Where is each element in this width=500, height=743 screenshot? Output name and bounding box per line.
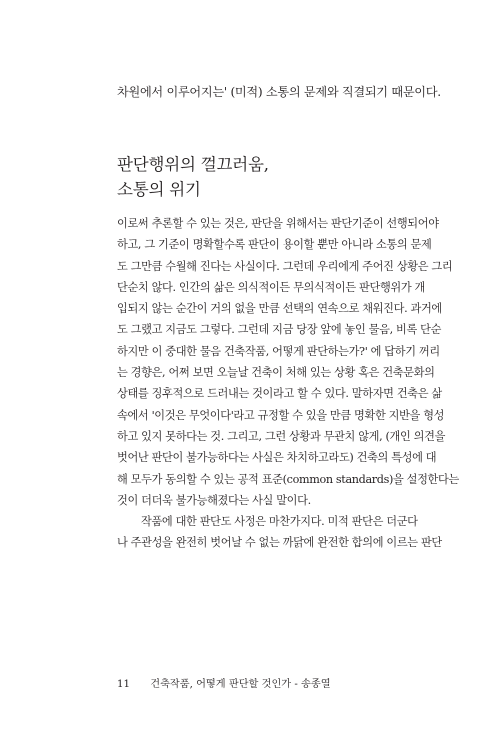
page-footer <box>117 678 397 692</box>
body-text <box>117 213 459 554</box>
text-line: 해 모두가 동의할 수 있는 공적 표준(common standards)을 설정한다는 <box>117 472 459 486</box>
text-line: 벗어난 판단이 불가능하다는 사실은 차치하고라도) 건축의 특성에 대 <box>117 451 437 465</box>
running-head: 건축작품, 어떻게 판단할 것인가 - 송종열 <box>150 679 331 690</box>
text-line: 단순치 않다. 인간의 삶은 의식적이든 무의식적이든 판단행위가 개 <box>117 280 425 294</box>
text-line: 나 주관성을 완전히 벗어날 수 없는 까닭에 완전한 합의에 이르는 판단 <box>117 536 442 550</box>
text-line: 도 그만큼 수월해 진다는 사실이다. 그런데 우리에게 주어진 상황은 그리 <box>117 259 453 273</box>
text-line: 도 그랬고 지금도 그렇다. 그런데 지금 당장 앞에 놓인 물음, 비록 단순 <box>117 323 442 337</box>
text-line: 속에서 '이것은 무엇이다'라고 규정할 수 있을 만큼 명확한 지반을 형성 <box>117 408 445 422</box>
text-line: 는 경향은, 어쩌 보면 오늘날 건축이 처해 있는 상황 혹은 건축문화의 <box>117 366 435 380</box>
text-line: 하고 있지 못하다는 것. 그리고, 그런 상황과 무관치 않게, (개인 의견을 <box>117 429 446 443</box>
text-line: 상태를 징후적으로 드러내는 것이라고 할 수 있다. 말하자면 건축은 삶 <box>117 387 442 401</box>
text-line: 하지만 이 중대한 물음 건축작품, 어떻게 판단하는가?' 에 답하기 꺼리 <box>117 344 440 358</box>
section-heading-line-2: 소통의 위기 <box>117 180 201 199</box>
section-heading <box>117 152 417 202</box>
text-line: 하고, 그 기준이 명확할수록 판단이 용이할 뿐만 아니라 소통의 문제 <box>117 238 432 252</box>
intro-sentence: 차원에서 이루어지는' (미적) 소통의 문제와 직결되기 때문이다. <box>117 85 441 99</box>
page-number: 11 <box>117 679 130 690</box>
text-line: 이로써 추론할 수 있는 것은, 판단을 위해서는 판단기준이 선행되어야 <box>117 217 439 230</box>
text-line: 것이 더더욱 불가능해졌다는 사실 말이다. <box>117 493 311 507</box>
section-heading-line-1: 판단행위의 껄끄러움, <box>117 155 269 174</box>
text-line: 입되지 않는 순간이 거의 없을 만큼 선택의 연속으로 채워진다. 과거에 <box>117 302 442 316</box>
text-line: 작품에 대한 판단도 사정은 마찬가지다. 미적 판단은 더군다 <box>141 515 418 529</box>
